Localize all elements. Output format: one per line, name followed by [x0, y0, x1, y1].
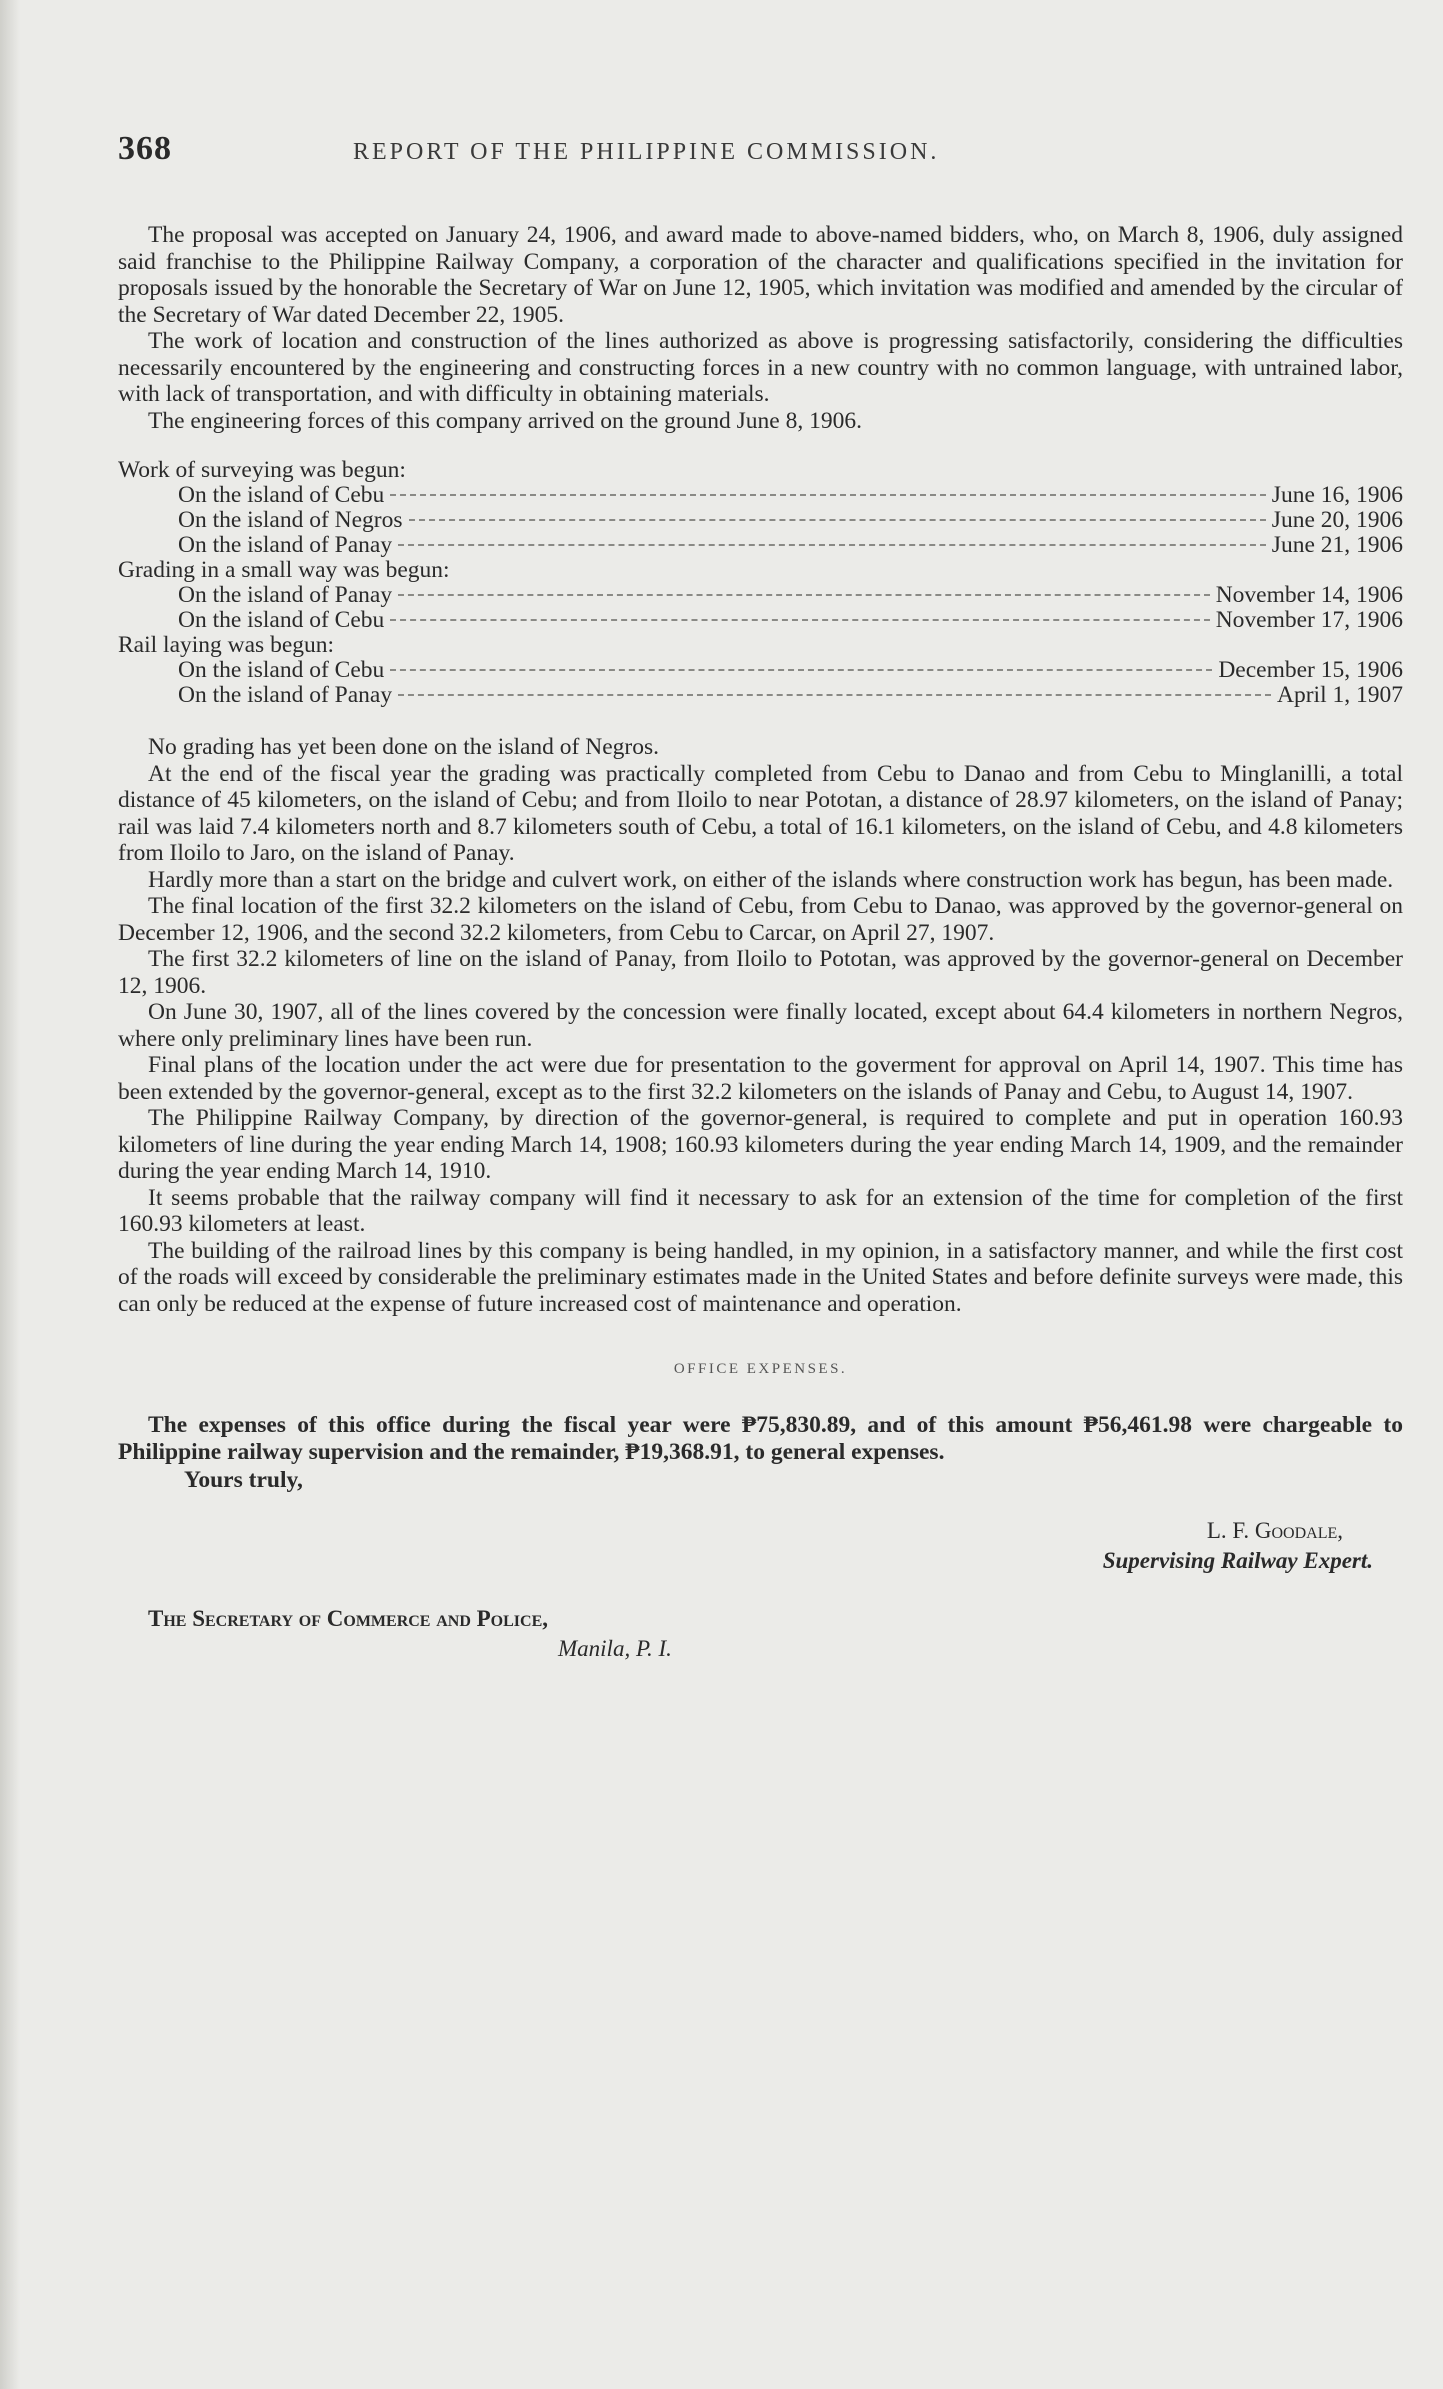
- dot-leader: [390, 619, 1209, 621]
- date-row-island: On the island of Cebu: [178, 482, 385, 508]
- date-row: [118, 483, 1403, 508]
- dot-leader: [398, 544, 1266, 546]
- paragraph-cebu-location-approved: The final location of the first 32.2 kilometers on the island of Cebu, from Cebu to Danao, was approved by the governor-general on December 12, 1906, and the second 32.2 kilometers, from Cebu to Carcar, on April 27, 1907.: [118, 893, 1403, 946]
- closing-salutation: Yours truly,: [184, 1467, 303, 1493]
- date-row-island: On the island of Panay: [178, 582, 393, 608]
- signature-block: [118, 1516, 1373, 1576]
- page-number: 368: [118, 130, 172, 167]
- date-row-date: December 15, 1906: [1218, 657, 1403, 683]
- paragraph-bridge-culvert: Hardly more than a start on the bridge and culvert work, on either of the islands where construction work has begun, has been made.: [148, 866, 1394, 893]
- paragraph-extension-request: It seems probable that the railway company will find it necessary to ask for an extension of the time for completion of the first 160.93 kilometers at least.: [118, 1184, 1403, 1237]
- addressee-block: [148, 1604, 1403, 1664]
- signatory-title: Supervising Railway Expert.: [1102, 1548, 1373, 1573]
- paragraph-completion-schedule: The Philippine Railway Company, by direction of the governor-general, is required to complete and put in operation 160.93 kilometers of line during the year ending March 14, 1908; 160.93 kilometers during the year ending March 14, 1909, and the remainder during the year ending March 14, 1910.: [118, 1105, 1403, 1184]
- section-heading-office-expenses: OFFICE EXPENSES.: [673, 1361, 848, 1377]
- date-group-surveying: [118, 458, 1403, 558]
- date-group-grading: [118, 558, 1403, 633]
- dot-leader: [390, 494, 1266, 496]
- date-row-date: June 20, 1906: [1271, 507, 1403, 533]
- paragraph-fiscal-year-progress: At the end of the fiscal year the grading was practically completed from Cebu to Danao and from Cebu to Minglanilli, a total distance of 45 kilometers, on the island of Cebu; and from Iloilo to near Pototan, a distance of 28.97 kilometers, on the island of Panay; rail was laid 7.4 kilometers north and 8.7 kilometers south of Cebu, a total of 16.1 kilometers, on the island of Cebu, and 4.8 kilometers from Iloilo to Jaro, on the island of Panay.: [118, 760, 1403, 866]
- date-row-date: April 1, 1907: [1277, 682, 1403, 708]
- date-row-island: On the island of Cebu: [178, 607, 385, 633]
- paragraph-final-plans: Final plans of the location under the act were due for presentation to the goverment for approval on April 14, 1907. This time has been extended by the governor-general, except as to the first 32.2 kilometers on the islands of Panay and Cebu, to August 14, 1907.: [118, 1052, 1403, 1105]
- date-row: [118, 508, 1403, 533]
- date-row-island: On the island of Cebu: [178, 657, 385, 683]
- paragraph-engineering-arrival: The engineering forces of this company arrived on the ground June 8, 1906.: [148, 407, 862, 434]
- date-group-rail-laying: [118, 633, 1403, 708]
- addressee-name: The Secretary of Commerce and Police,: [148, 1606, 549, 1631]
- paragraph-panay-location-approved: The first 32.2 kilometers of line on the island of Panay, from Iloilo to Pototan, was approved by the governor-general on December 12, 1906.: [118, 946, 1403, 999]
- paragraph-negros-grading: No grading has yet been done on the island of Negros.: [148, 734, 659, 760]
- date-row: [118, 658, 1403, 683]
- date-row-island: On the island of Panay: [178, 532, 393, 558]
- page-content: [118, 130, 1403, 1664]
- date-row-island: On the island of Negros: [178, 507, 403, 533]
- paragraph-lines-located: On June 30, 1907, all of the lines covered by the concession were finally located, except about 64.4 kilometers in northern Negros, where only preliminary lines have been run.: [118, 999, 1403, 1052]
- date-row: [118, 608, 1403, 633]
- signatory-name: L. F. Goodale,: [1206, 1518, 1343, 1543]
- date-row-date: June 16, 1906: [1271, 482, 1403, 508]
- paragraph-work-progressing: The work of location and construction of the lines authorized as above is progressing satisfactorily, considering the difficulties necessarily encountered by the engineering and constructing forces in a new country with no common language, with untrained labor, with lack of transportation, and with difficulty in obtaining materials.: [118, 328, 1403, 407]
- running-head: REPORT OF THE PHILIPPINE COMMISSION.: [353, 139, 940, 165]
- date-row-date: November 14, 1906: [1215, 582, 1403, 608]
- addressee-city: Manila, P. I.: [558, 1636, 672, 1661]
- page-header: [118, 130, 1403, 168]
- date-group-heading: Rail laying was begun:: [118, 632, 335, 658]
- paragraph-proposal-accepted: The proposal was accepted on January 24, 1906, and award made to above-named bidders, who, on March 8, 1906, duly assigned said franchise to the Philippine Railway Company, a corporation of the character and qualifications specified in the invitation for proposals issued by the honorable the Secretary of War on June 12, 1905, which invitation was modified and amended by the circular of the Secretary of War dated December 22, 1905.: [118, 222, 1403, 328]
- date-row: [118, 583, 1403, 608]
- dot-leader: [398, 694, 1271, 696]
- date-group-heading: Grading in a small way was begun:: [118, 557, 450, 583]
- date-row-date: June 21, 1906: [1271, 532, 1403, 558]
- date-row: [118, 683, 1403, 708]
- dot-leader: [398, 594, 1210, 596]
- date-row-date: November 17, 1906: [1215, 607, 1403, 633]
- date-row-island: On the island of Panay: [178, 682, 393, 708]
- paragraph-building-opinion: The building of the railroad lines by this company is being handled, in my opinion, in a satisfactory manner, and while the first cost of the roads will exceed by considerable the preliminary estimates made in the United States and before definite surveys were made, this can only be reduced at the expense of future increased cost of maintenance and operation.: [118, 1237, 1403, 1317]
- dot-leader: [409, 519, 1266, 521]
- date-group-heading: Work of surveying was begun:: [118, 457, 406, 483]
- paragraph-office-expenses: The expenses of this office during the fiscal year were ₱75,830.89, and of this amount ₱56,461.98 were chargeable to Philippine railway supervision and the remainder, ₱19,368.91, to general expenses.: [118, 1412, 1403, 1465]
- dot-leader: [390, 669, 1212, 671]
- construction-dates-list: [118, 458, 1403, 708]
- date-row: [118, 533, 1403, 558]
